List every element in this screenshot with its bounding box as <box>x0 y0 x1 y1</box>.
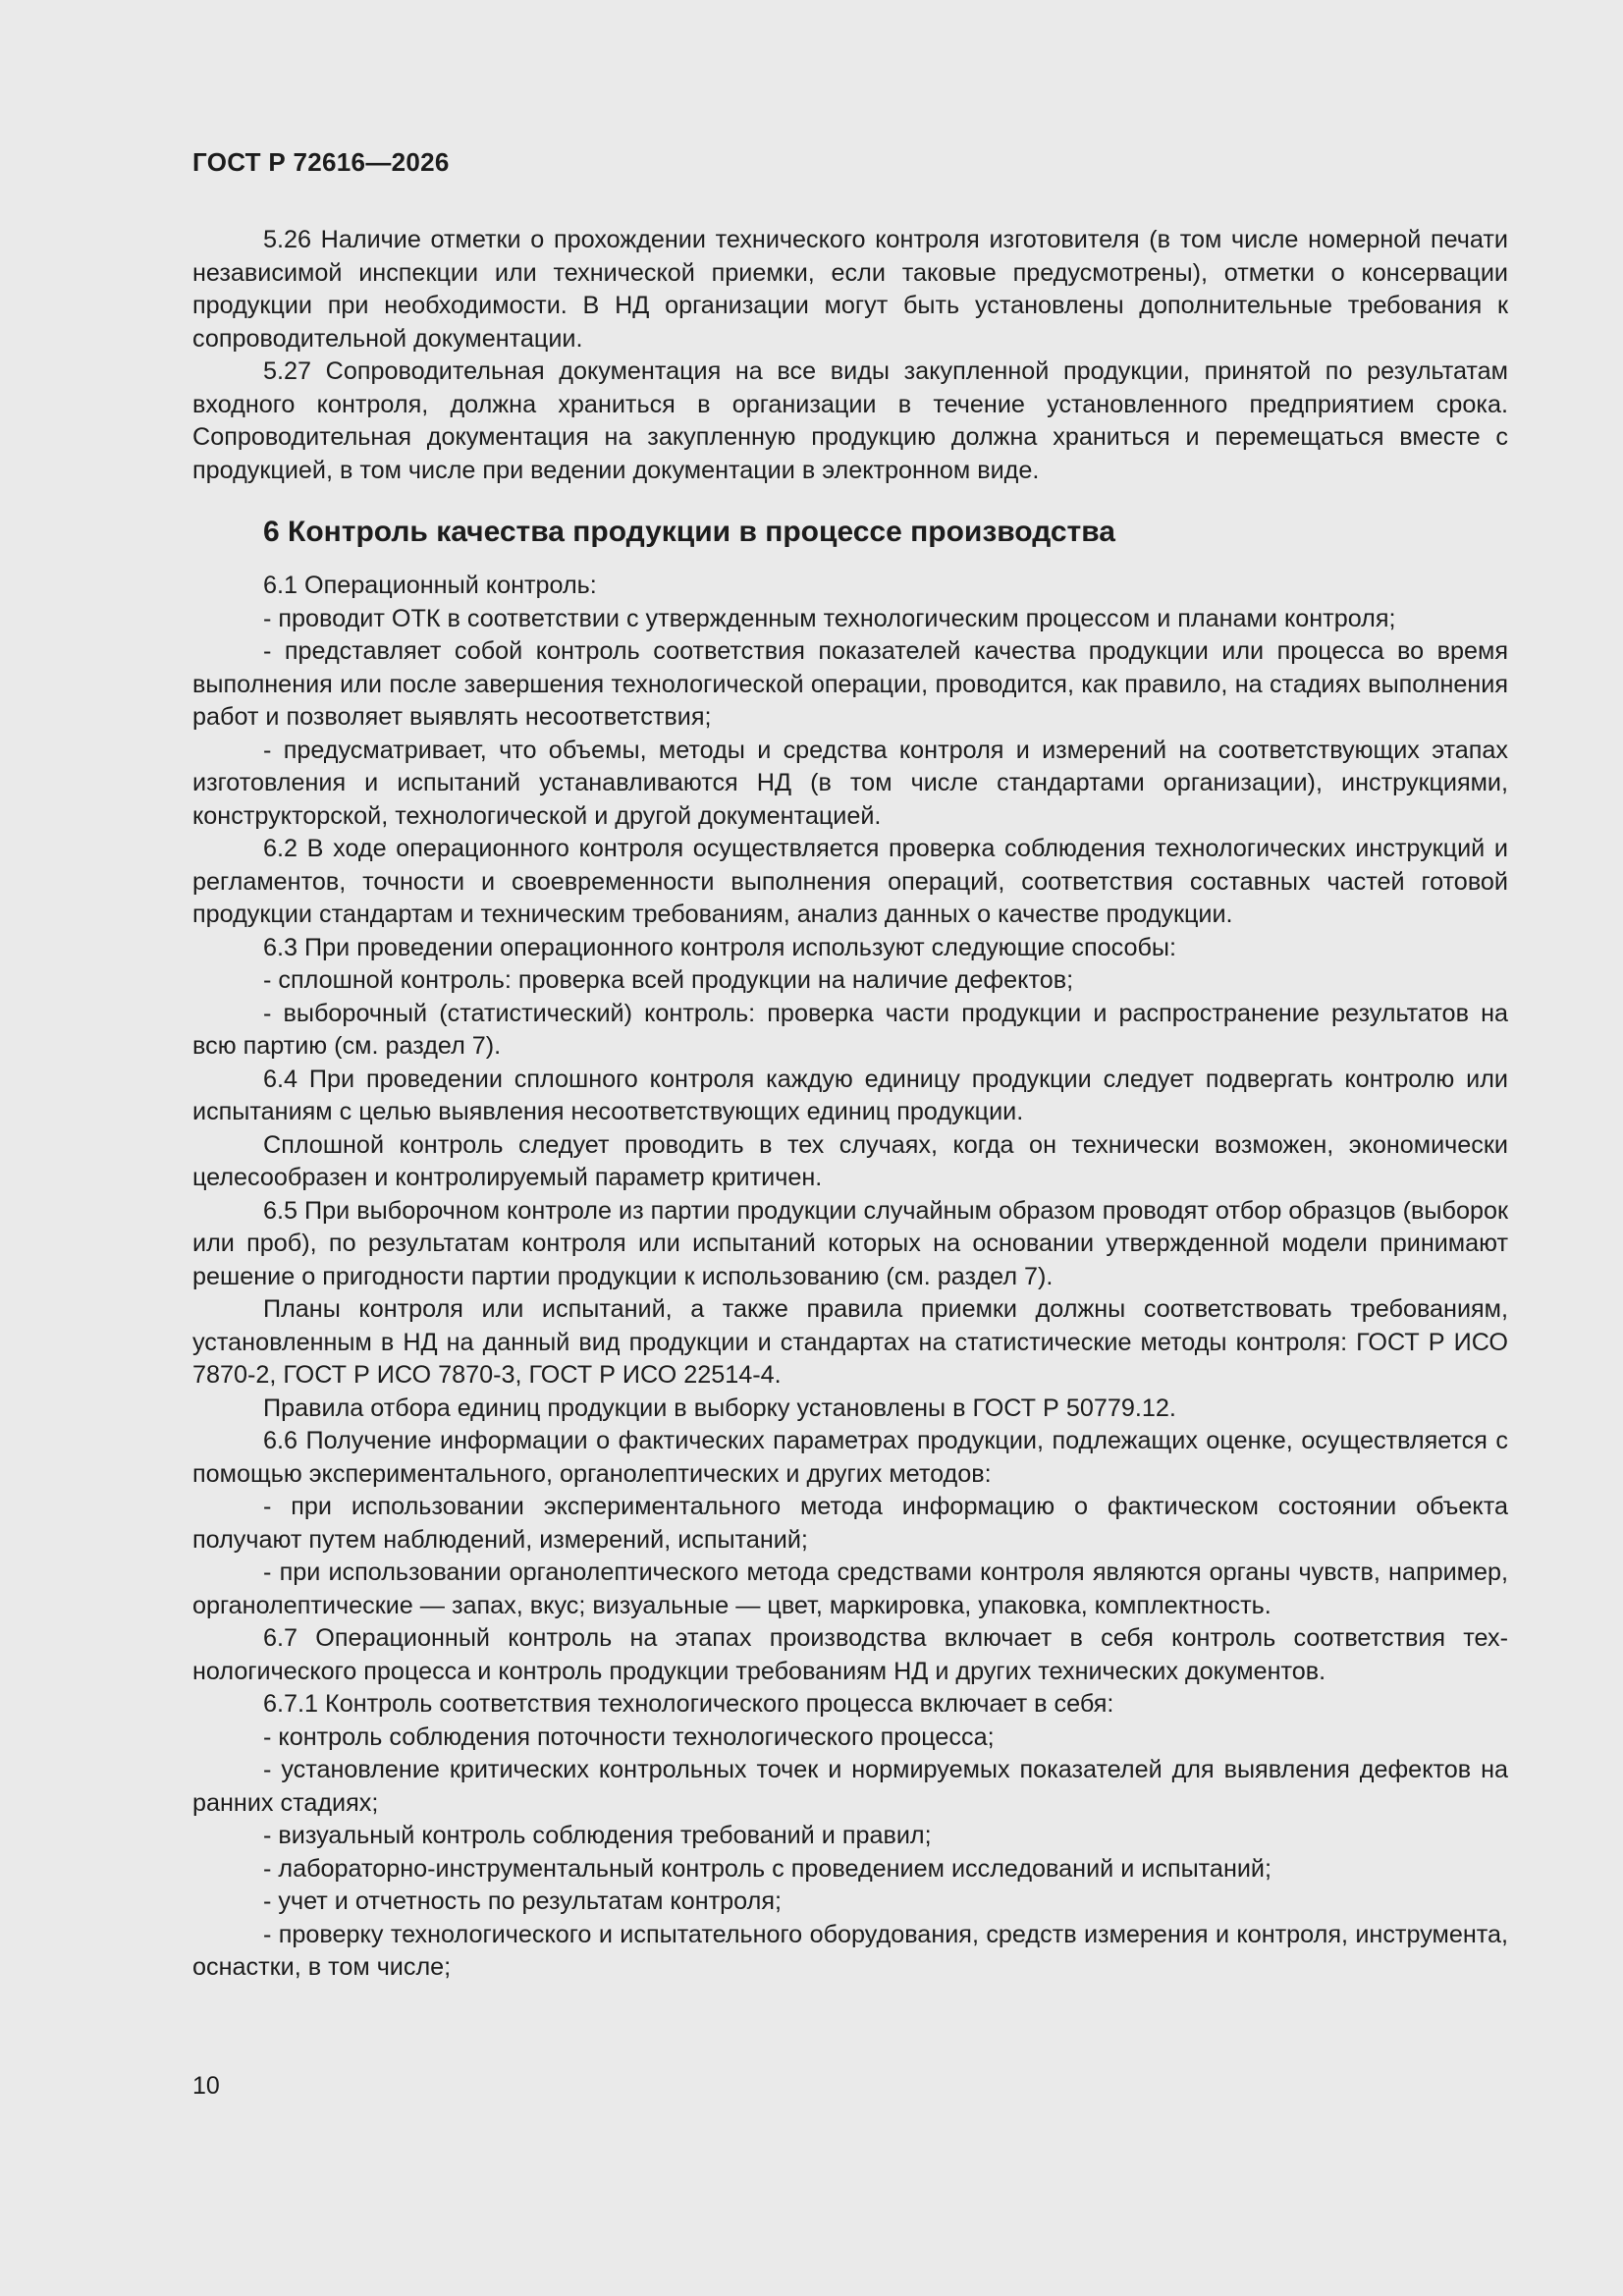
list-item: - представляет собой контроль соответствия показателей качества продукции или процесса во время выполнения или после завершения технологической операции, проводится, как правило, на стадиях выполнения работ и позволяет выявлять несоответствия; <box>192 637 1508 731</box>
paragraph: 6.4 При проведении сплошного контроля каждую единицу продукции следует подвергать контролю или испытаниям с целью выявления несоответствующих единиц продукции. <box>192 1065 1508 1125</box>
section-heading: 6 Контроль качества продукции в процессе производства <box>263 516 1115 548</box>
paragraph: 6.7.1 Контроль соответствия технологического процесса включает в себя: <box>263 1690 1114 1718</box>
document-header: ГОСТ Р 72616—2026 <box>192 147 450 177</box>
list-item: - учет и отчетность по результатам контроля; <box>263 1887 782 1915</box>
page-number: 10 <box>192 2072 220 2100</box>
paragraph: Планы контроля или испытаний, а также правила приемки должны соответствовать требованиям, установленным в НД на данный вид продукции и стандартах на статистические методы контроля: ГОСТ Р ИСО 7870-2, ГОСТ Р ИСО 7870-3, ГОСТ Р ИСО 22514-4. <box>192 1295 1508 1389</box>
paragraph: 6.3 При проведении операционного контроля используют следующие способы: <box>263 933 1177 961</box>
list-item: - предусматривает, что объемы, методы и средства контроля и измерений на соответствующих этапах изготовления и испытаний устанавливаются НД (в том числе стандартами организации), инструкциями, конструкторской, технологической и другой документацией. <box>192 736 1508 830</box>
list-item: - лабораторно-инструментальный контроль с проведением исследований и испытаний; <box>263 1854 1271 1883</box>
list-item: - проверку технологического и испытательного оборудования, средств измерения и контроля, инструмента, оснастки, в том числе; <box>192 1920 1508 1981</box>
paragraph: 6.6 Получение информации о фактических параметрах продукции, подлежащих оценке, осуществляется с помощью экспериментального, органолептических и других методов: <box>192 1427 1508 1488</box>
paragraph: 6.1 Операционный контроль: <box>263 572 597 599</box>
list-item: - проводит ОТК в соответствии с утвержденным технологическим процессом и планами контроля; <box>263 604 1396 632</box>
list-item: - при использовании органолептического метода средствами контроля являются органы чувств, например, органолептические — запах, вкус; визуальные — цвет, маркировка, упаковка, комплектность. <box>192 1558 1508 1619</box>
list-item: - при использовании экспериментального метода информацию о фактическом состоянии объекта получают путем наблюдений, измерений, испытаний; <box>192 1493 1508 1554</box>
list-item: - установление критических контрольных точек и нормируемых показателей для выявления дефектов на ранних стадиях; <box>192 1756 1508 1817</box>
list-item: - выборочный (статистический) контроль: проверка части продукции и распространение результатов на всю партию (см. раздел 7). <box>192 999 1508 1060</box>
paragraph: 5.27 Сопроводительная документация на все виды закупленной продукции, принятой по результатам входного контроля, должна храниться в организации в течение установленного предприятием срока. Сопроводительная документация на закупленную продукцию должна храниться и перемещаться вместе с продукцией, в том числе при ведении документации в электронном виде. <box>192 357 1508 484</box>
section-6-body <box>192 570 1508 1985</box>
list-item: - контроль соблюдения поточности технологического процесса; <box>263 1722 995 1751</box>
list-item: - сплошной контроль: проверка всей продукции на наличие дефектов; <box>263 966 1074 994</box>
paragraph: 5.26 Наличие отметки о прохождении технического контроля изготовителя (в том числе номерной печати независимой инспекции или технической приемки, если таковые предусмотрены), отметки о консервации продукции при необходимости. В НД организации могут быть установлены дополнительные требования к сопроводительной документации. <box>192 226 1508 353</box>
list-item: - визуальный контроль соблюдения требований и правил; <box>263 1822 932 1849</box>
paragraphs-before-section <box>192 224 1508 487</box>
paragraph: Правила отбора единиц продукции в выборку установлены в ГОСТ Р 50779.12. <box>263 1394 1176 1422</box>
paragraph: Сплошной контроль следует проводить в тех случаях, когда он технически возможен, экономически целесообразен и контролируемый параметр критичен. <box>192 1130 1508 1191</box>
paragraph: 6.2 В ходе операционного контроля осуществляется проверка соблюдения технологических инструкций и регламентов, точности и своевременности выполнения операций, соответствия составных частей готовой продукции стандартам и техническим требованиям, анализ данных о качестве продукции. <box>192 835 1508 928</box>
paragraph: 6.7 Операционный контроль на этапах производства включает в себя контроль соответствия технологического процесса и контроль продукции требованиям НД и других технических документов. <box>192 1624 1508 1685</box>
document-body <box>192 224 1508 1985</box>
paragraph: 6.5 При выборочном контроле из партии продукции случайным образом проводят отбор образцов (выборок или проб), по результатам контроля или испытаний которых на основании утвержденной модели принимают решение о пригодности партии продукции к использованию (см. раздел 7). <box>192 1196 1508 1290</box>
